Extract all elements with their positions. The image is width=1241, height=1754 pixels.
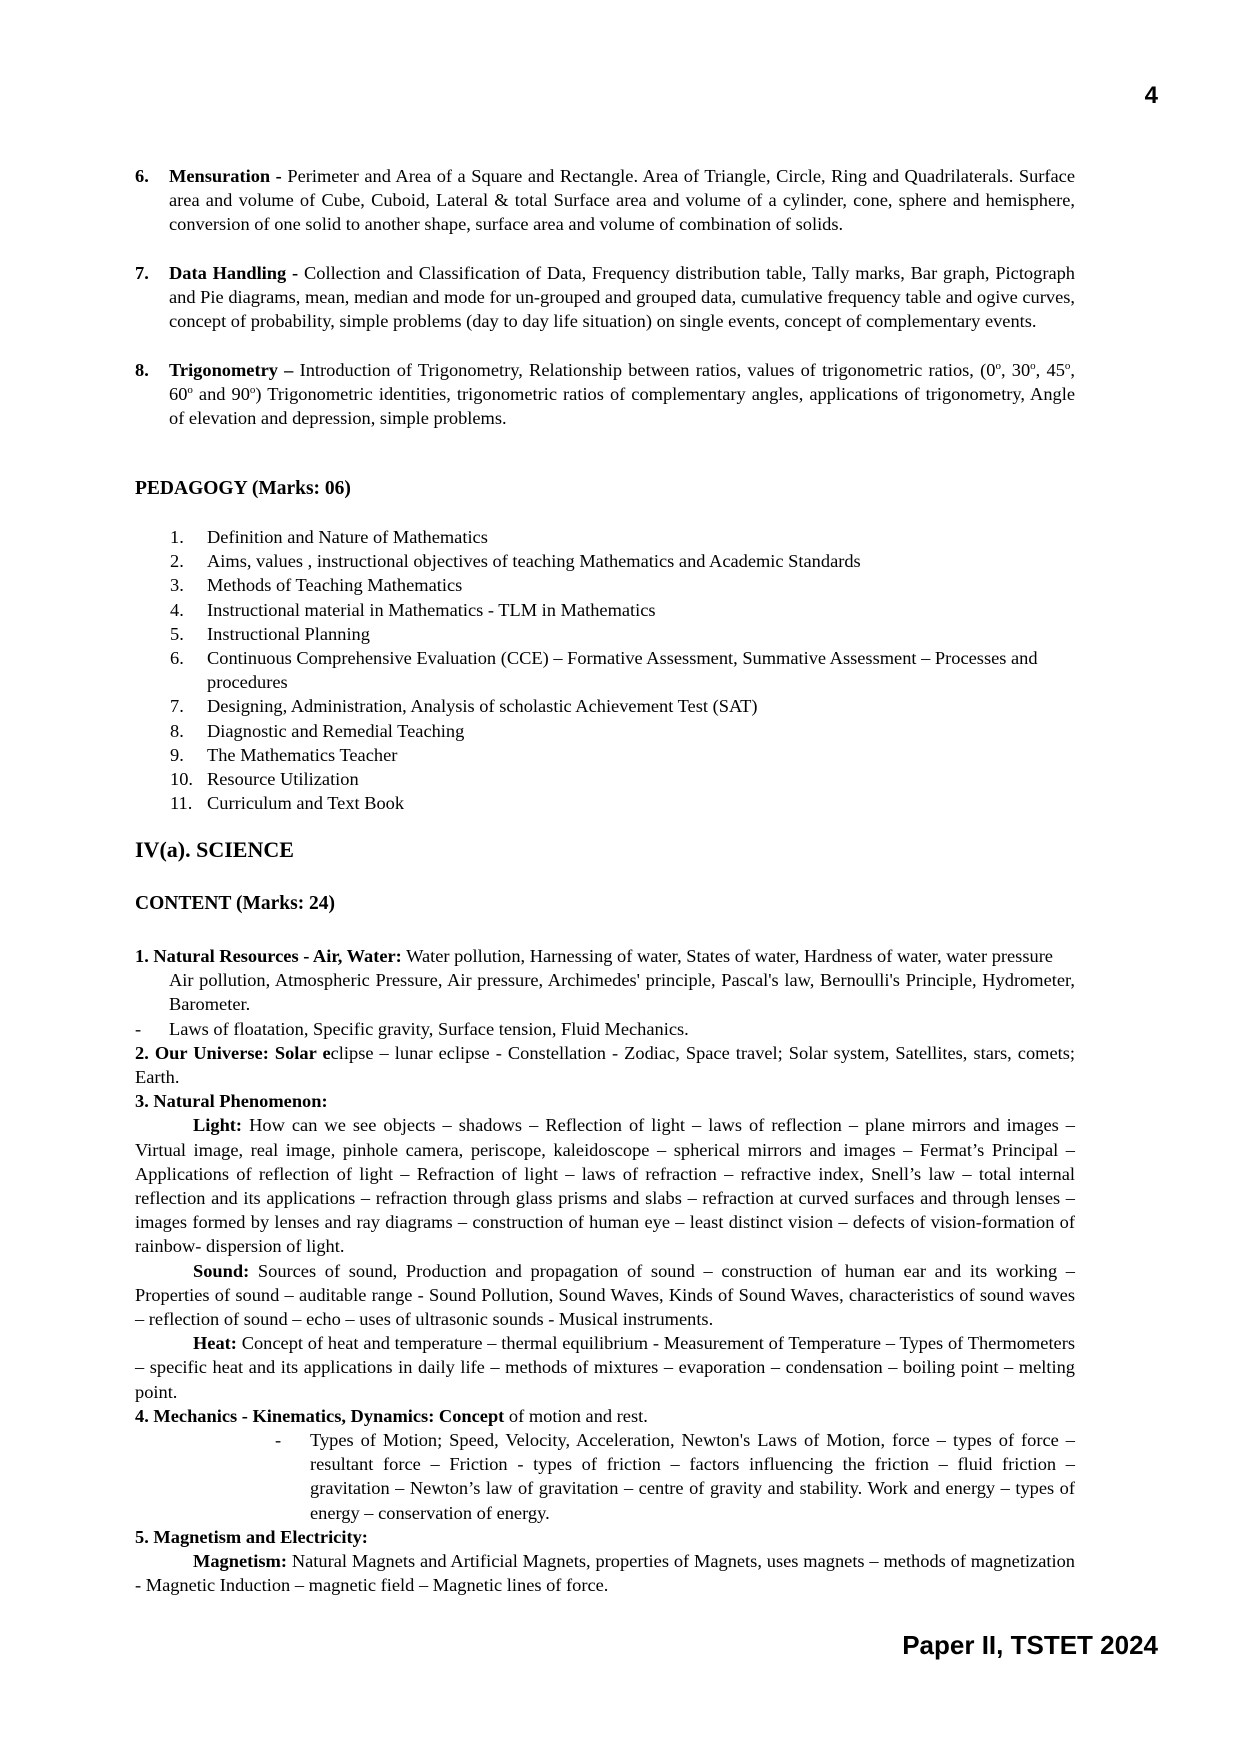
list-item: [170, 719, 1070, 743]
degree-sup: o: [995, 359, 1001, 372]
list-text: Instructional material in Mathematics - TLM in Mathematics: [207, 599, 656, 620]
list-number: 9.: [170, 744, 184, 765]
item-title: Data Handling -: [169, 263, 299, 283]
science-heading: IV(a). SCIENCE: [135, 837, 294, 862]
list-item: [170, 549, 1070, 573]
footer-title: Paper II, TSTET 2024: [902, 1630, 1158, 1660]
section-text: Water pollution, Harnessing of water, States of water, Hardness of water, water pressure: [406, 946, 1053, 966]
item-text-cont: ) Trigonometric identities, trigonometric ratios of complementary angles, applications of trigonometry, Angle of elevation and depression, simple problems.: [169, 384, 1075, 429]
section-title: 2. Our Universe: Solar e: [135, 1042, 331, 1063]
item-number: 8.: [135, 360, 149, 380]
sub-title: Light:: [193, 1115, 243, 1136]
motion-line: [275, 1428, 1075, 1525]
list-number: 7.: [170, 696, 184, 717]
natural-phenomenon-title: [135, 1089, 1075, 1113]
angle-30: 30: [1011, 360, 1031, 380]
math-item-trigonometry: [135, 358, 1075, 431]
list-text: Instructional Planning: [207, 623, 370, 644]
list-item: [170, 767, 1070, 791]
sep: ,: [1000, 360, 1012, 380]
sound-paragraph: [135, 1259, 1075, 1332]
sub-title: Sound:: [193, 1260, 250, 1281]
pedagogy-list: [170, 525, 1070, 815]
list-text: Resource Utilization: [207, 769, 359, 790]
magnetism-electricity-title: [135, 1525, 1075, 1549]
item-text: Collection and Classification of Data, Frequency distribution table, Tally marks, Bar graph, Pictograph and Pie diagrams, mean, median and mode for un-grouped and grouped data, cumulative frequency table and ogive curves, concept of probability, simple problems (day to day life situation) on single events, concept of complementary events.: [169, 263, 1075, 332]
list-text: Aims, values , instructional objectives of teaching Mathematics and Academic Standards: [207, 551, 861, 572]
section-text: clipse – lunar eclipse - Constellation - Zodiac, Space travel; Solar system, Satellites, stars, comets; Earth.: [135, 1042, 1075, 1088]
section-text: Laws of floatation, Specific gravity, Surface tension, Fluid Mechanics.: [169, 1018, 689, 1039]
list-number: 6.: [170, 648, 184, 669]
item-number: 6.: [135, 166, 149, 186]
angle-60: 60: [169, 384, 188, 405]
air-pollution-line: Air pollution, Atmospheric Pressure, Air pressure, Archimedes' principle, Pascal's law, Bernoulli's Principle, Hydrometer, Barometer.: [169, 970, 1075, 1015]
dash-marker: -: [275, 1430, 282, 1451]
list-text: Curriculum and Text Book: [207, 793, 405, 814]
dash-marker: -: [135, 1018, 142, 1039]
sub-text: Natural Magnets and Artificial Magnets, properties of Magnets, uses magnets – methods of magnetization - Magnetic Induction – magnetic field – Magnetic lines of force.: [135, 1551, 1075, 1596]
math-item-mensuration: [135, 164, 1075, 237]
angle-45: 45: [1046, 360, 1065, 380]
degree-sup: o: [187, 384, 193, 397]
item-title: Mensuration -: [169, 166, 282, 186]
math-item-data-handling: [135, 261, 1075, 334]
degree-sup: o: [249, 384, 256, 397]
pedagogy-heading: PEDAGOGY (Marks: 06): [135, 478, 351, 499]
list-number: 11.: [170, 793, 193, 814]
list-text: Definition and Nature of Mathematics: [207, 527, 488, 547]
list-item: [170, 573, 1070, 597]
floatation-line: [135, 1017, 1075, 1041]
section-text: Types of Motion; Speed, Velocity, Acceleration, Newton's Laws of Motion, force – types of force – resultant force – Friction - types of friction – factors influencing the friction – fluid friction – gravitation – Newton’s law of gravitation – centre of gravity and stability. Work and energy – types of energy – conservation of energy.: [310, 1430, 1075, 1523]
sub-text: How can we see objects – shadows – Reflection of light – laws of reflection – plane mirrors and images – Virtual image, real image, pinhole camera, periscope, kaleidoscope – spherical mirrors and images – Fermat’s Principal – Applications of reflection of light – Refraction of light – laws of refraction – refractive index, Snell’s law – total internal reflection and its applications – refraction through glass prisms and slabs – refraction at curved surfaces and through lenses – images formed by lenses and ray diagrams – construction of human eye – least distinct vision – defects of vision-formation of rainbow- dispersion of light.: [135, 1115, 1075, 1257]
degree-sup: o: [1064, 359, 1071, 372]
angle-90: 90: [231, 384, 250, 405]
list-text: Continuous Comprehensive Evaluation (CCE) – Formative Assessment, Summative Assessment – Processes and procedures: [207, 648, 1038, 693]
section-text: of motion and rest.: [508, 1405, 648, 1426]
mechanics: [135, 1404, 1075, 1428]
list-number: 1.: [170, 527, 184, 547]
item-text: Introduction of Trigonometry, Relationship between ratios, values of trigonometric ratios, (0: [299, 360, 996, 380]
sub-text: Concept of heat and temperature – thermal equilibrium - Measurement of Temperature – Types of Thermometers – specific heat and its applications in daily life – methods of mixtures – evaporation – condensation – boiling point – melting point.: [135, 1333, 1075, 1402]
item-number: 7.: [135, 263, 149, 283]
sub-title: Magnetism:: [193, 1551, 287, 1572]
list-item: [170, 525, 1070, 549]
sep: ,: [1035, 360, 1047, 380]
item-text: Perimeter and Area of a Square and Rectangle. Area of Triangle, Circle, Ring and Quadrilaterals. Surface area and volume of Cube, Cuboid, Lateral & total Surface area and volume of a cylinder, cone, sphere and hemisphere, conversion of one solid to another shape, surface area and volume of combination of solids.: [169, 166, 1075, 235]
list-text: The Mathematics Teacher: [207, 744, 398, 765]
light-paragraph: [135, 1113, 1075, 1258]
heat-paragraph: [135, 1331, 1075, 1404]
list-text: Designing, Administration, Analysis of scholastic Achievement Test (SAT): [207, 696, 758, 717]
list-text: Diagnostic and Remedial Teaching: [207, 720, 465, 741]
sub-text: Sources of sound, Production and propagation of sound – construction of human ear and its working – Properties of sound – auditable range - Sound Pollution, Sound Waves, Kinds of Sound Waves, characteristics of sound waves – reflection of sound – echo – uses of ultrasonic sounds - Musical instruments.: [135, 1260, 1075, 1330]
science-content: [135, 944, 1075, 1597]
natural-resources: [135, 944, 1075, 968]
list-number: 3.: [170, 575, 184, 596]
list-number: 4.: [170, 599, 184, 620]
magnetism-paragraph: [135, 1549, 1075, 1597]
list-item: [170, 743, 1070, 767]
list-number: 8.: [170, 720, 184, 741]
list-number: 10.: [170, 769, 193, 790]
our-universe: [135, 1041, 1075, 1089]
list-item: [170, 598, 1070, 622]
section-title: 3. Natural Phenomenon:: [135, 1091, 328, 1112]
page-number: 4: [1144, 82, 1158, 109]
list-item: [170, 622, 1070, 646]
sub-title: Heat:: [193, 1333, 237, 1354]
list-number: 2.: [170, 551, 184, 572]
section-title: 4. Mechanics - Kinematics, Dynamics: Concept: [135, 1405, 505, 1426]
content-heading: CONTENT (Marks: 24): [135, 893, 336, 914]
sep: and: [192, 384, 232, 405]
list-item: [170, 694, 1070, 718]
list-number: 5.: [170, 623, 184, 644]
list-text: Methods of Teaching Mathematics: [207, 575, 463, 596]
section-title: 1. Natural Resources - Air, Water:: [135, 946, 402, 966]
list-item: [170, 791, 1070, 815]
list-item: [170, 646, 1067, 694]
item-title: Trigonometry –: [169, 360, 294, 380]
sep: ,: [1070, 360, 1075, 380]
section-title: 5. Magnetism and Electricity:: [135, 1526, 368, 1547]
degree-sup: o: [1030, 359, 1036, 372]
